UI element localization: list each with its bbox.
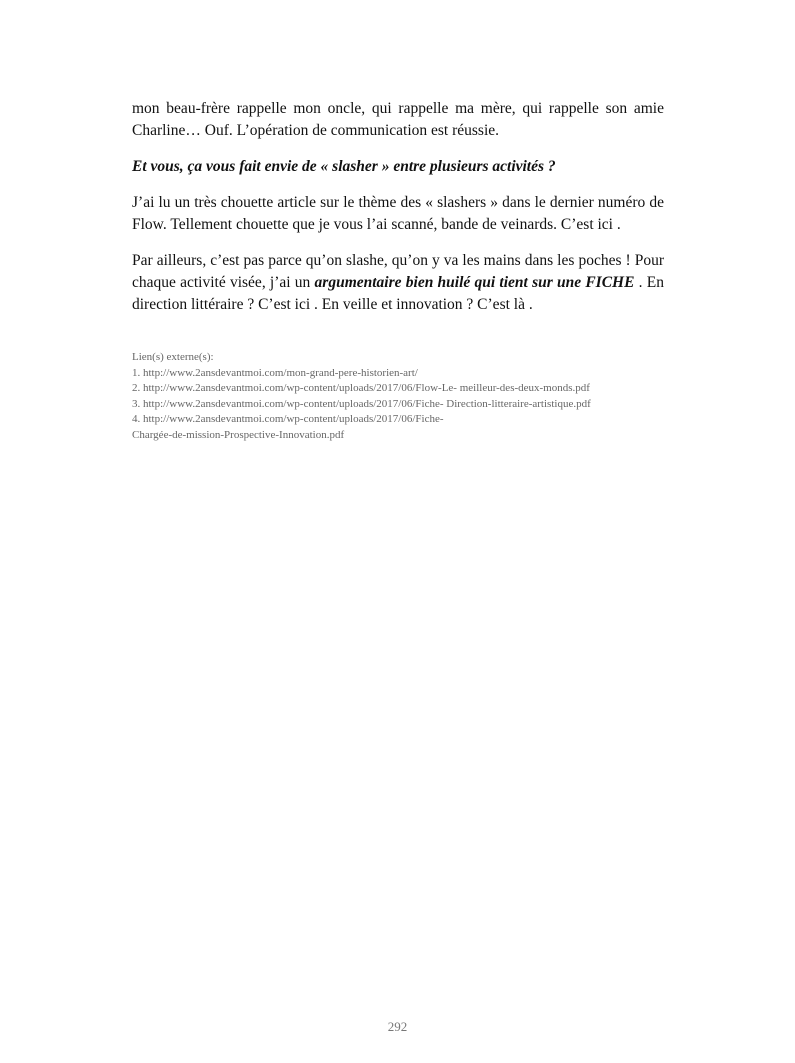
external-link-2[interactable]: 2. http://www.2ansdevantmoi.com/wp-content/uploads/2017/06/Flow-Le- meilleur-des-deux-monds.pdf bbox=[132, 382, 590, 394]
paragraph-1: mon beau-frère rappelle mon oncle, qui rappelle ma mère, qui rappelle son amie Charline… Ouf. L’opération de communication est réussie. bbox=[132, 100, 664, 139]
paragraph-3-emphasis: argumentaire bien huilé qui tient sur une FICHE bbox=[314, 274, 635, 291]
paragraph-3-start: Par ailleurs, c’est pas parce qu’on slashe, qu’on y va les mains dans les poches ! Pour chaque activité visée, j’ai un bbox=[132, 252, 664, 291]
external-links-title: Lien(s) externe(s): bbox=[132, 351, 214, 363]
section-question-heading: Et vous, ça vous fait envie de « slasher » entre plusieurs activités ? bbox=[132, 158, 556, 175]
external-links-section bbox=[132, 350, 664, 443]
paragraph-3-end: . En direction littéraire ? C’est ici . En veille et innovation ? C’est là . bbox=[132, 274, 665, 313]
external-link-1[interactable]: 1. http://www.2ansdevantmoi.com/mon-grand-pere-historien-art/ bbox=[132, 366, 418, 379]
paragraph-2: J’ai lu un très chouette article sur le thème des « slashers » dans le dernier numéro de Flow. Tellement chouette que je vous l’ai scanné, bande de veinards. C’est ici . bbox=[132, 194, 664, 233]
paragraph-3 bbox=[132, 250, 664, 316]
external-link-4-continuation[interactable]: Chargée-de-mission-Prospective-Innovation.pdf bbox=[132, 428, 345, 441]
page-number: 292 bbox=[387, 1019, 408, 1034]
external-link-4[interactable]: 4. http://www.2ansdevantmoi.com/wp-content/uploads/2017/06/Fiche- bbox=[132, 413, 444, 425]
external-link-3[interactable]: 3. http://www.2ansdevantmoi.com/wp-content/uploads/2017/06/Fiche- Direction-litteraire-artistique.pdf bbox=[132, 397, 591, 410]
document-page bbox=[132, 98, 664, 443]
